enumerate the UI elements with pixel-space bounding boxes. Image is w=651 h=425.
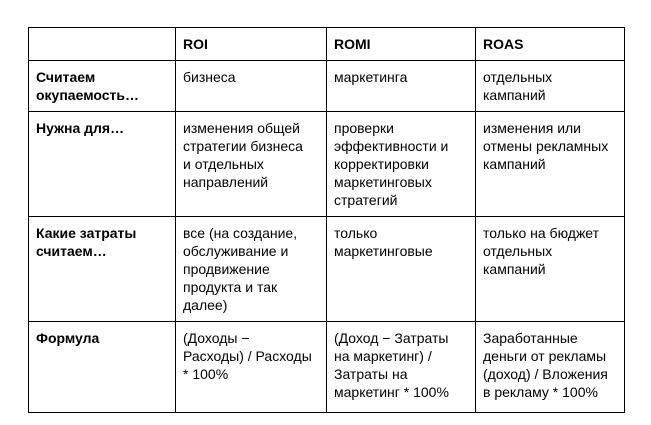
cell-roas: изменения или отмены рекламных кампаний	[476, 112, 625, 217]
header-roi: ROI	[176, 28, 327, 61]
header-romi: ROMI	[327, 28, 476, 61]
cell-roas: только на бюджет отдельных кампаний	[476, 217, 625, 322]
table-row	[29, 61, 625, 112]
cell-romi: только маркетинговые	[327, 217, 476, 322]
row-label: Формула	[29, 322, 176, 413]
cell-roas: отдельных кампаний	[476, 61, 625, 112]
row-label: Считаем окупаемость…	[29, 61, 176, 112]
table-row	[29, 217, 625, 322]
table-row	[29, 112, 625, 217]
cell-romi: маркетинга	[327, 61, 476, 112]
cell-romi: (Доход − Затраты на маркетинг) / Затраты на маркетинг * 100%	[327, 322, 476, 413]
cell-romi: проверки эффективности и корректировки маркетинговых стратегий	[327, 112, 476, 217]
row-label: Нужна для…	[29, 112, 176, 217]
comparison-table	[28, 27, 625, 413]
cell-roi: изменения общей стратегии бизнеса и отдельных направлений	[176, 112, 327, 217]
cell-roi: все (на создание, обслуживание и продвижение продукта и так далее)	[176, 217, 327, 322]
row-label: Какие затраты считаем…	[29, 217, 176, 322]
table-row	[29, 322, 625, 413]
header-row	[29, 28, 625, 61]
header-corner-cell	[29, 28, 176, 61]
header-roas: ROAS	[476, 28, 625, 61]
cell-roas: Заработанные деньги от рекламы (доход) / Вложения в рекламу * 100%	[476, 322, 625, 413]
cell-roi: бизнеса	[176, 61, 327, 112]
cell-roi: (Доходы − Расходы) / Расходы * 100%	[176, 322, 327, 413]
